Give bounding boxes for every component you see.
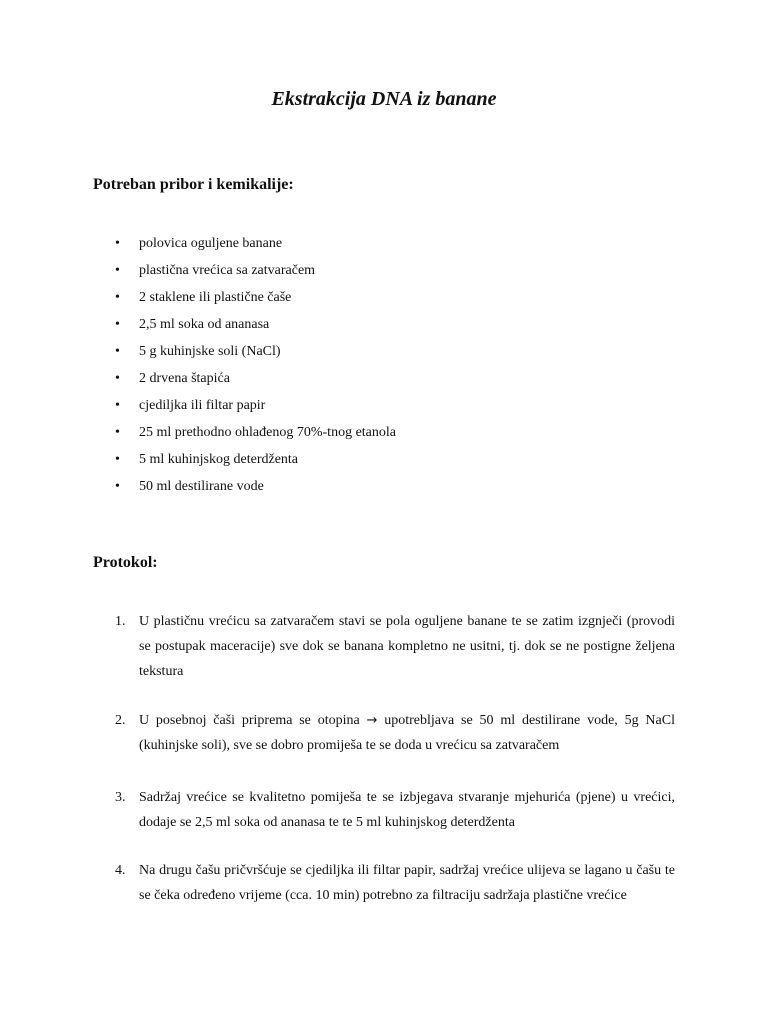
materials-list	[0, 234, 396, 504]
step-text: U plastičnu vrećicu sa zatvaračem stavi se pola oguljene banane te se zatim izgnječi (provodi se postupak maceracije) sve dok se banana kompletno ne usitni, tj. dok se ne postigne željena tekstura	[139, 614, 675, 679]
step-number: 2.	[115, 713, 126, 728]
list-item: • cjediljka ili filtar papir	[0, 396, 396, 423]
step-number: 4.	[115, 863, 126, 878]
protocol-heading: Protokol:	[93, 554, 158, 571]
list-item: • plastična vrećica sa zatvaračem	[0, 261, 396, 288]
bullet-icon: •	[115, 263, 120, 278]
list-item: • polovica oguljene banane	[0, 234, 396, 261]
step-text: Na drugu čašu pričvršćuje se cjediljka ili filtar papir, sadržaj vrećice ulijeva se lagano u čašu te se čeka određeno vrijeme (cca. 10 min) potrebno za filtraciju sadržaja plastične vrećice	[139, 863, 675, 903]
step-text: U posebnoj čaši priprema se otopina → upotrebljava se 50 ml destilirane vode, 5g NaCl (kuhinjske soli), sve se dobro promiješa te se doda u vrećicu sa zatvaračem	[139, 713, 675, 753]
materials-heading: Potreban pribor i kemikalije:	[93, 176, 294, 193]
step-text: Sadržaj vrećice se kvalitetno pomiješa te se izbjegava stvaranje mjehurića (pjene) u vrećici, dodaje se 2,5 ml soka od ananasa te te 5 ml kuhinjskog deterdženta	[139, 790, 675, 830]
bullet-icon: •	[115, 425, 120, 440]
bullet-icon: •	[115, 344, 120, 359]
document-title: Ekstrakcija DNA iz banane	[271, 88, 497, 110]
bullet-icon: •	[115, 398, 120, 413]
list-item: • 2,5 ml soka od ananasa	[0, 315, 396, 342]
list-item: • 25 ml prethodno ohlađenog 70%-tnog etanola	[0, 423, 396, 450]
bullet-icon: •	[115, 371, 120, 386]
list-item: • 5 ml kuhinjskog deterdženta	[0, 450, 396, 477]
arrow-right-icon: →	[366, 713, 378, 728]
bullet-icon: •	[115, 479, 120, 494]
list-item: • 2 staklene ili plastične čaše	[0, 288, 396, 315]
step-number: 1.	[115, 614, 126, 629]
bullet-icon: •	[115, 236, 120, 251]
list-item: • 2 drvena štapića	[0, 369, 396, 396]
bullet-icon: •	[115, 290, 120, 305]
list-item: • 50 ml destilirane vode	[0, 477, 396, 504]
bullet-icon: •	[115, 317, 120, 332]
bullet-icon: •	[115, 452, 120, 467]
step-number: 3.	[115, 790, 126, 805]
list-item: • 5 g kuhinjske soli (NaCl)	[0, 342, 396, 369]
